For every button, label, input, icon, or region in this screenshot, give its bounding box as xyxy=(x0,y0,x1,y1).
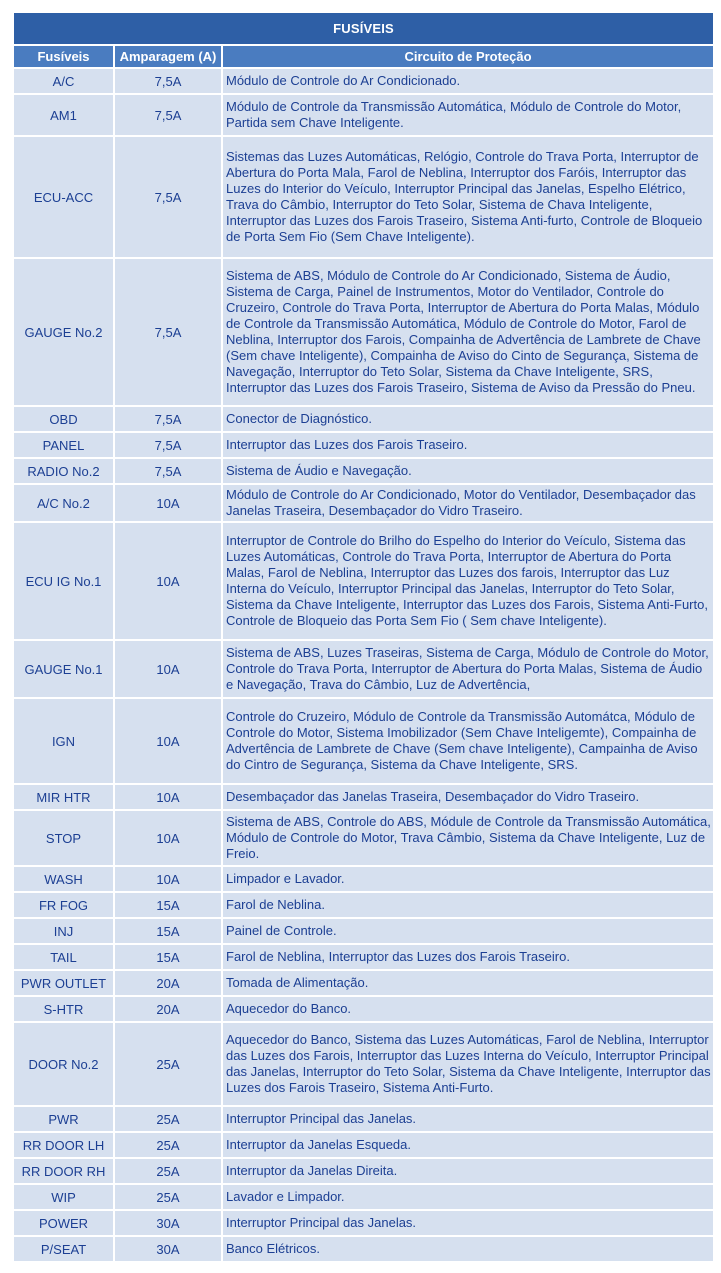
table-row xyxy=(14,69,715,95)
fuse-circuit: Interruptor de Controle do Brilho do Espelho do Interior do Veículo, Sistema das Luzes Automáticas, Controle do Trava Porta, Interruptor de Abertura do Porta Malas, Farol de Neblina, Interruptor das Luzes dos farois, Interruptor das Luz Interna do Veículo, Interruptor Principal das Janelas, Interruptor do Teto Solar, Sistema da Chave Inteligente, Interruptor das Luzes dos Farois, Sistema Anti-Furto, Controle de Bloqueio das Porta Sem Fio ( Sem chave Inteligente). xyxy=(223,523,715,641)
fuse-circuit: Interruptor da Janelas Direita. xyxy=(223,1159,715,1185)
table-title: FUSÍVEIS xyxy=(14,13,715,46)
fuse-circuit: Interruptor Principal das Janelas. xyxy=(223,1107,715,1133)
table-row xyxy=(14,1185,715,1211)
fuse-name: GAUGE No.1 xyxy=(14,641,115,699)
table-row xyxy=(14,867,715,893)
table-row xyxy=(14,459,715,485)
table-title-row xyxy=(14,13,715,46)
header-fuse: Fusíveis xyxy=(14,46,115,69)
table-row xyxy=(14,893,715,919)
table-row xyxy=(14,1107,715,1133)
table-row xyxy=(14,641,715,699)
table-row xyxy=(14,1159,715,1185)
table-row xyxy=(14,433,715,459)
fuse-amperage: 25A xyxy=(115,1159,223,1185)
fuse-name: TAIL xyxy=(14,945,115,971)
fuse-amperage: 10A xyxy=(115,523,223,641)
table-row xyxy=(14,971,715,997)
fuse-amperage: 10A xyxy=(115,485,223,523)
fuse-amperage: 25A xyxy=(115,1107,223,1133)
fuse-amperage: 7,5A xyxy=(115,95,223,137)
table-row xyxy=(14,785,715,811)
table-body xyxy=(14,69,715,1263)
fuse-name: RR DOOR LH xyxy=(14,1133,115,1159)
fuse-circuit: Aquecedor do Banco, Sistema das Luzes Automáticas, Farol de Neblina, Interruptor das Luzes dos Farois, Interruptor das Luzes Interna do Veículo, Interruptor Principal das Janelas, Interruptor do Teto Solar, Sistema da Chave Inteligente, Interruptor das Luzes dos Farois Traseiro, Sistema Anti-Furto. xyxy=(223,1023,715,1107)
fuse-name: ECU-ACC xyxy=(14,137,115,259)
table-row xyxy=(14,137,715,259)
fuse-name: FR FOG xyxy=(14,893,115,919)
fuse-name: A/C No.2 xyxy=(14,485,115,523)
fuse-name: WASH xyxy=(14,867,115,893)
fuse-amperage: 25A xyxy=(115,1133,223,1159)
fuse-amperage: 7,5A xyxy=(115,433,223,459)
fuse-name: ECU IG No.1 xyxy=(14,523,115,641)
fuse-name: PWR OUTLET xyxy=(14,971,115,997)
fuse-name: AM1 xyxy=(14,95,115,137)
fuse-circuit: Sistemas das Luzes Automáticas, Relógio, Controle do Trava Porta, Interruptor de Abertura do Porta Mala, Farol de Neblina, Interruptor dos Faróis, Interruptor das Luzes do Interior do Veículo, Interruptor Principal das Janelas, Espelho Elétrico, Trava do Câmbio, Interruptor do Teto Solar, Sistema de Chava Inteligente, Interruptor das Luzes dos Farois Traseiro, Sistema Anti-furto, Controle de Bloqueio de Porta Sem Fio (Sem Chave Inteligente). xyxy=(223,137,715,259)
fuse-name: GAUGE No.2 xyxy=(14,259,115,407)
fuse-circuit: Limpador e Lavador. xyxy=(223,867,715,893)
table-row xyxy=(14,1211,715,1237)
fuse-amperage: 7,5A xyxy=(115,407,223,433)
fuse-amperage: 20A xyxy=(115,971,223,997)
fuse-amperage: 15A xyxy=(115,919,223,945)
fuse-table xyxy=(14,13,715,1263)
table-row xyxy=(14,919,715,945)
fuse-circuit: Tomada de Alimentação. xyxy=(223,971,715,997)
fuse-amperage: 30A xyxy=(115,1211,223,1237)
fuse-amperage: 10A xyxy=(115,785,223,811)
fuse-circuit: Sistema de Áudio e Navegação. xyxy=(223,459,715,485)
fuse-table-container xyxy=(14,13,715,1263)
table-row xyxy=(14,997,715,1023)
fuse-circuit: Interruptor Principal das Janelas. xyxy=(223,1211,715,1237)
fuse-name: STOP xyxy=(14,811,115,867)
fuse-name: PANEL xyxy=(14,433,115,459)
table-row xyxy=(14,699,715,785)
fuse-name: IGN xyxy=(14,699,115,785)
table-row xyxy=(14,407,715,433)
fuse-name: OBD xyxy=(14,407,115,433)
fuse-name: RR DOOR RH xyxy=(14,1159,115,1185)
fuse-amperage: 25A xyxy=(115,1185,223,1211)
fuse-circuit: Farol de Neblina, Interruptor das Luzes dos Farois Traseiro. xyxy=(223,945,715,971)
fuse-name: A/C xyxy=(14,69,115,95)
fuse-amperage: 7,5A xyxy=(115,259,223,407)
fuse-name: S-HTR xyxy=(14,997,115,1023)
fuse-circuit: Farol de Neblina. xyxy=(223,893,715,919)
fuse-circuit: Aquecedor do Banco. xyxy=(223,997,715,1023)
fuse-name: P/SEAT xyxy=(14,1237,115,1263)
fuse-name: PWR xyxy=(14,1107,115,1133)
fuse-circuit: Painel de Controle. xyxy=(223,919,715,945)
table-row xyxy=(14,523,715,641)
fuse-amperage: 20A xyxy=(115,997,223,1023)
table-row xyxy=(14,811,715,867)
fuse-circuit: Módulo de Controle da Transmissão Automática, Módulo de Controle do Motor, Partida sem Chave Inteligente. xyxy=(223,95,715,137)
table-header-row xyxy=(14,46,715,69)
fuse-amperage: 15A xyxy=(115,945,223,971)
fuse-name: MIR HTR xyxy=(14,785,115,811)
fuse-amperage: 30A xyxy=(115,1237,223,1263)
fuse-amperage: 7,5A xyxy=(115,137,223,259)
fuse-amperage: 7,5A xyxy=(115,69,223,95)
fuse-circuit: Interruptor da Janelas Esqueda. xyxy=(223,1133,715,1159)
fuse-circuit: Módulo de Controle do Ar Condicionado. xyxy=(223,69,715,95)
fuse-circuit: Interruptor das Luzes dos Farois Traseiro. xyxy=(223,433,715,459)
fuse-name: INJ xyxy=(14,919,115,945)
table-row xyxy=(14,1023,715,1107)
fuse-amperage: 10A xyxy=(115,867,223,893)
fuse-circuit: Conector de Diagnóstico. xyxy=(223,407,715,433)
fuse-circuit: Lavador e Limpador. xyxy=(223,1185,715,1211)
fuse-amperage: 10A xyxy=(115,641,223,699)
fuse-amperage: 25A xyxy=(115,1023,223,1107)
fuse-circuit: Sistema de ABS, Luzes Traseiras, Sistema de Carga, Módulo de Controle do Motor, Controle do Trava Porta, Interruptor de Abertura do Porta Malas, Sistema de Áudio e Navegação, Trava do Câmbio, Luz de Advertência, xyxy=(223,641,715,699)
fuse-name: RADIO No.2 xyxy=(14,459,115,485)
fuse-circuit: Desembaçador das Janelas Traseira, Desembaçador do Vidro Traseiro. xyxy=(223,785,715,811)
table-row xyxy=(14,95,715,137)
header-circuit: Circuito de Proteção xyxy=(223,46,715,69)
fuse-amperage: 10A xyxy=(115,811,223,867)
table-row xyxy=(14,1133,715,1159)
fuse-amperage: 15A xyxy=(115,893,223,919)
fuse-name: POWER xyxy=(14,1211,115,1237)
fuse-circuit: Sistema de ABS, Controle do ABS, Módule de Controle da Transmissão Automática, Módulo de Controle do Motor, Trava Câmbio, Sistema da Chave Inteligente, Luz de Freio. xyxy=(223,811,715,867)
fuse-amperage: 7,5A xyxy=(115,459,223,485)
fuse-circuit: Módulo de Controle do Ar Condicionado, Motor do Ventilador, Desembaçador das Janelas Traseira, Desembaçador do Vidro Traseiro. xyxy=(223,485,715,523)
table-row xyxy=(14,945,715,971)
fuse-circuit: Banco Elétricos. xyxy=(223,1237,715,1263)
fuse-circuit: Sistema de ABS, Módulo de Controle do Ar Condicionado, Sistema de Áudio, Sistema de Carga, Painel de Instrumentos, Motor do Ventilador, Controle do Cruzeiro, Controle do Trava Porta, Interruptor de Abertura do Porta Malas, Módulo de Controle da Transmissão Automática, Módulo de Controle do Motor, Farol de Neblina, Interruptor dos Farois, Compainha de Advertência de Lambrete de Chave (Sem chave Inteligente), Compainha de Aviso do Cinto de Segurança, Sistema de Navegação, Interruptor do Teto Solar, Sistema da Chave Inteligente, SRS, Interruptor das Luzes dos Farois Traseiro, Sistema de Aviso da Pressão do Pneu. xyxy=(223,259,715,407)
fuse-amperage: 10A xyxy=(115,699,223,785)
fuse-name: WIP xyxy=(14,1185,115,1211)
table-row xyxy=(14,259,715,407)
header-amperage: Amparagem (A) xyxy=(115,46,223,69)
table-row xyxy=(14,1237,715,1263)
fuse-name: DOOR No.2 xyxy=(14,1023,115,1107)
fuse-circuit: Controle do Cruzeiro, Módulo de Controle da Transmissão Automátca, Módulo de Controle do Motor, Sistema Imobilizador (Sem Chave Inteligemte), Compainha de Advertência de Lambrete de Chave (Sem chave Inteligente), Campainha de Aviso do Cintro de Segurança, Sistema da Chave Inteligente, SRS. xyxy=(223,699,715,785)
table-row xyxy=(14,485,715,523)
